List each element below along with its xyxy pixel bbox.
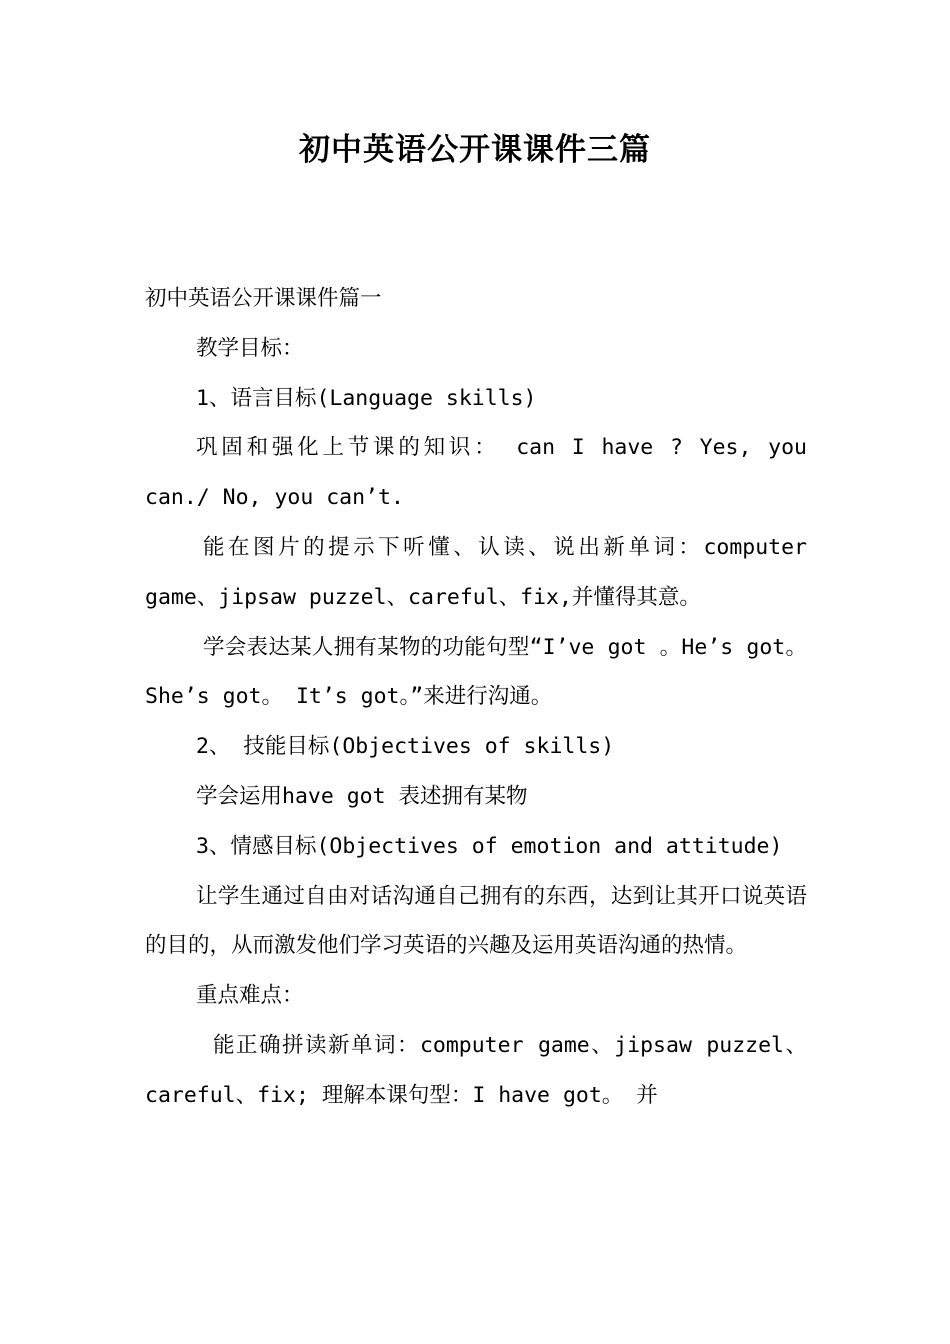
- paragraph-key-points: 重点难点：: [196, 983, 304, 1009]
- paragraph-have-got: 学会运用have got 表述拥有某物: [196, 783, 528, 809]
- paragraph-review: 巩固和强化上节课的知识： can I have ? Yes, you can./ No, you can’t.: [145, 435, 807, 511]
- paragraph-teaching-goals: 教学目标：: [196, 335, 304, 361]
- document-body: [145, 274, 807, 1121]
- paragraph-motivation: 让学生通过自由对话沟通自己拥有的东西，达到让其开口说英语的目的，从而激发他们学习英语的兴趣及运用英语沟通的热情。: [145, 883, 807, 959]
- paragraph-sentence-pattern: 学会表达某人拥有某物的功能句型“I’ve got 。He’s got。 She’s got。 It’s got。”来进行沟通。: [145, 634, 807, 710]
- paragraph-new-words: 能在图片的提示下听懂、认读、说出新单词：computer game、jipsaw puzzel、careful、fix,并懂得其意。: [145, 534, 807, 610]
- section-heading: 初中英语公开课课件篇一: [145, 286, 382, 311]
- paragraph-language-goal: 1、语言目标(Language skills): [196, 385, 537, 411]
- document-title: 初中英语公开课课件三篇: [299, 132, 651, 168]
- paragraph-spelling: 能正确拼读新单词：computer game、jipsaw puzzel、careful、fix; 理解本课句型：I have got。 并: [145, 1032, 807, 1108]
- paragraph-emotion-goal: 3、情感目标(Objectives of emotion and attitude): [196, 833, 783, 859]
- paragraph-skill-goal: 2、 技能目标(Objectives of skills): [196, 734, 615, 760]
